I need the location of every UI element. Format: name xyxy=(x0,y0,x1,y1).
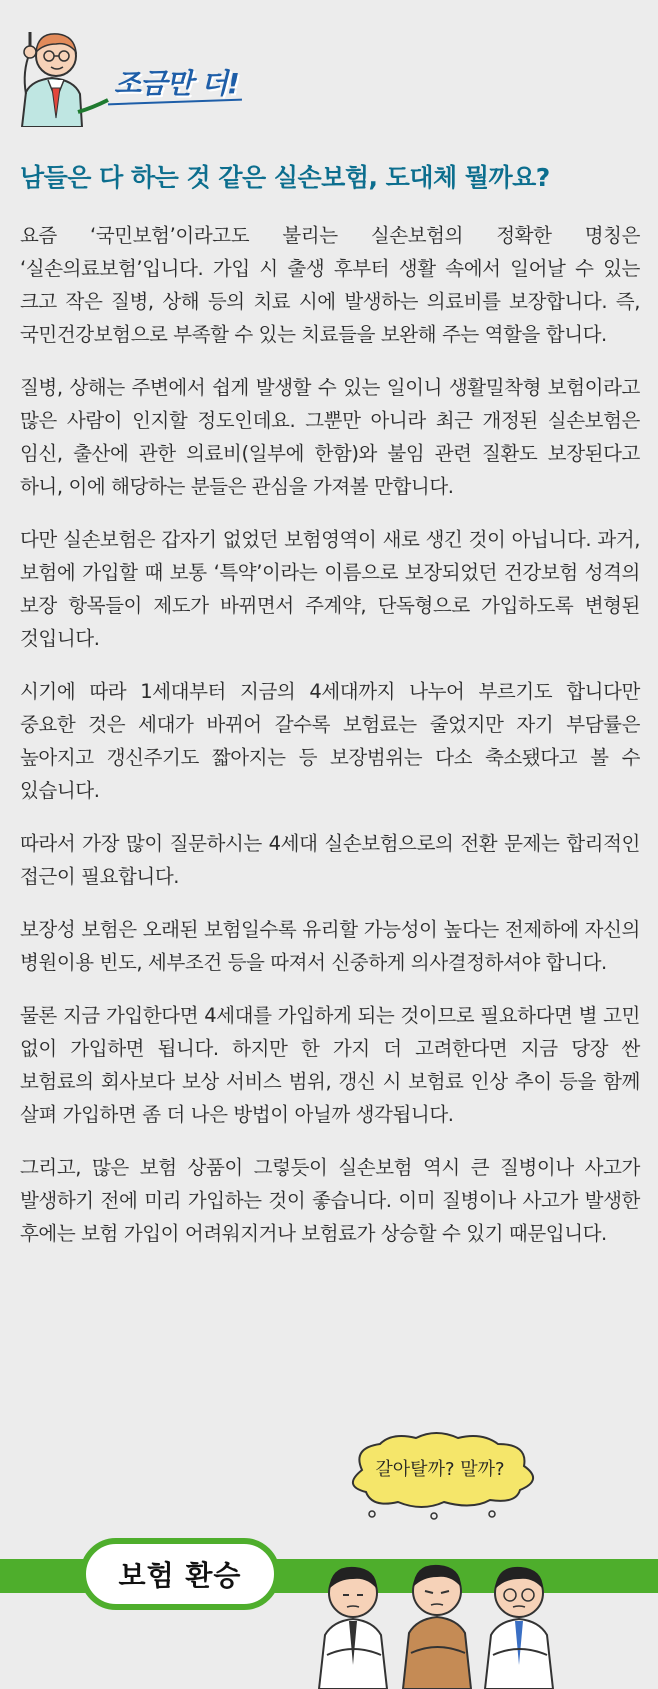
thought-text: 갈아탈까? 말까? xyxy=(375,1459,505,1480)
person-left xyxy=(319,1567,387,1689)
paragraph: 질병, 상해는 주변에서 쉽게 발생할 수 있는 일이니 생활밀착형 보험이라고 많은 사람이 인지할 정도인데요. 그뿐만 아니라 최근 개정된 실손보험은 임신, 출산에 관한 의료비(일부에 한함)와 불임 관련 질환도 보장된다고 하니, 이에 해당하는 분들은 관심을 가져볼 만합니다. xyxy=(20,376,640,498)
paragraph: 보장성 보험은 오래된 보험일수록 유리할 가능성이 높다는 전제하에 자신의 병원이용 빈도, 세부조건 등을 따져서 신중하게 의사결정하셔야 합니다. xyxy=(20,918,640,974)
page-title: 남들은 다 하는 것 같은 실손보험, 도대체 뭘까요? xyxy=(20,163,550,192)
footer-label: 보험 환승 xyxy=(118,1559,242,1592)
paragraph: 요즘 ‘국민보험’이라고도 불리는 실손보험의 정확한 명칭은 ‘실손의료보험’입니다. 가입 시 출생 후부터 생활 속에서 일어날 수 있는 크고 작은 질병, 상해 등의 치료 시에 발생하는 의료비를 보장합니다. 즉, 국민건강보험으로 부족할 수 있는 치료들을 보완해 주는 역할을 합니다. xyxy=(20,224,640,346)
person-right xyxy=(485,1567,553,1689)
teacher-illustration xyxy=(12,22,112,127)
paragraph: 시기에 따라 1세대부터 지금의 4세대까지 나누어 부르기도 합니다만 중요한 것은 세대가 바뀌어 갈수록 보험료는 줄었지만 자기 부담률은 높아지고 갱신주기도 짧아지는 등 보장범위는 다소 축소됐다고 볼 수 있습니다. xyxy=(20,680,640,802)
footer-label-pill xyxy=(80,1538,280,1610)
paragraph: 물론 지금 가입한다면 4세대를 가입하게 되는 것이므로 필요하다면 별 고민 없이 가입하면 됩니다. 하지만 한 가지 더 고려한다면 지금 당장 싼 보험료의 회사보다 보상 서비스 범위, 갱신 시 보험료 인상 추이 등을 함께 살펴 가입하면 좀 더 나은 방법이 아닐까 생각됩니다. xyxy=(20,1004,640,1126)
paragraph: 그리고, 많은 보험 상품이 그렇듯이 실손보험 역시 큰 질병이나 사고가 발생하기 전에 미리 가입하는 것이 좋습니다. 이미 질병이나 사고가 발생한 후에는 보험 가입이 어려워지거나 보험료가 상승할 수 있기 때문입니다. xyxy=(20,1156,640,1245)
section-badge: 조금만 더! xyxy=(114,67,239,100)
paragraph: 따라서 가장 많이 질문하시는 4세대 실손보험으로의 전환 문제는 합리적인 접근이 필요합니다. xyxy=(20,832,640,888)
person-middle xyxy=(403,1565,471,1689)
thinking-people-illustration xyxy=(315,1515,565,1689)
article-body xyxy=(20,219,640,1270)
header xyxy=(0,0,658,140)
paragraph: 다만 실손보험은 갑자기 없었던 보험영역이 새로 생긴 것이 아닙니다. 과거, 보험에 가입할 때 보통 ‘특약’이라는 이름으로 보장되었던 건강보험 성격의 보장 항목들이 제도가 바뀌면서 주계약, 단독형으로 가입하도록 변형된 것입니다. xyxy=(20,528,640,650)
